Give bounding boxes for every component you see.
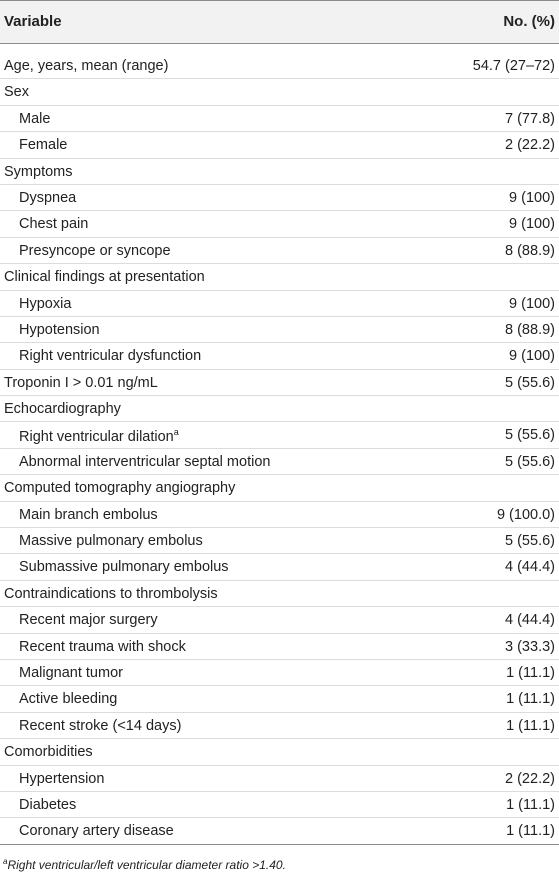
row-label bbox=[4, 269, 205, 285]
row-label-text: Main branch embolus bbox=[19, 506, 158, 523]
row-label-text: Massive pulmonary embolus bbox=[19, 533, 203, 550]
row-value: 1 (11.1) bbox=[506, 691, 555, 708]
row-label-text: Abnormal interventricular septal motion bbox=[19, 453, 271, 470]
table-body bbox=[0, 53, 559, 845]
row-label-text: Right ventricular dilation bbox=[19, 429, 174, 446]
row-value: 2 (22.2) bbox=[505, 770, 555, 787]
row-label-text: Computed tomography angiography bbox=[4, 480, 236, 497]
table-row bbox=[0, 422, 559, 448]
row-label bbox=[4, 480, 235, 496]
row-value: 9 (100.0) bbox=[496, 506, 555, 523]
table-row bbox=[0, 581, 559, 607]
row-label bbox=[19, 718, 181, 734]
table-row bbox=[0, 449, 559, 475]
table-row bbox=[0, 79, 559, 105]
row-label-text: Chest pain bbox=[19, 216, 89, 233]
footnote-marker: a bbox=[3, 857, 8, 866]
row-label bbox=[19, 612, 158, 628]
row-label-text: Coronary artery disease bbox=[19, 823, 174, 840]
row-label-text: Contraindications to thrombolysis bbox=[4, 585, 218, 602]
table-row bbox=[0, 185, 559, 211]
table-row bbox=[0, 502, 559, 528]
row-value: 9 (100) bbox=[509, 216, 555, 233]
row-value: 4 (44.4) bbox=[505, 612, 555, 629]
row-label-text: Malignant tumor bbox=[19, 664, 123, 681]
table-row bbox=[0, 818, 559, 844]
table-row bbox=[0, 159, 559, 185]
table-row bbox=[0, 554, 559, 580]
row-label bbox=[19, 243, 171, 259]
row-label-text: Recent major surgery bbox=[19, 612, 158, 629]
row-value: 1 (11.1) bbox=[506, 823, 555, 840]
table-row bbox=[0, 766, 559, 792]
row-label bbox=[19, 216, 88, 232]
row-label bbox=[19, 137, 67, 153]
row-label bbox=[19, 771, 104, 787]
row-label-text: Right ventricular dysfunction bbox=[19, 348, 202, 365]
row-value: 8 (88.9) bbox=[505, 321, 555, 338]
row-label bbox=[19, 639, 186, 655]
row-value: 9 (100) bbox=[509, 295, 555, 312]
row-label-text: Presyncope or syncope bbox=[19, 242, 171, 259]
table-row bbox=[0, 713, 559, 739]
row-label-text: Age, years, mean (range) bbox=[4, 58, 169, 74]
row-label bbox=[4, 586, 218, 602]
row-label-text: Recent trauma with shock bbox=[19, 638, 186, 655]
row-value: 1 (11.1) bbox=[506, 796, 555, 813]
table-header bbox=[0, 0, 559, 44]
row-value: 7 (77.8) bbox=[505, 110, 555, 127]
row-label-text: Female bbox=[19, 137, 68, 154]
row-value: 3 (33.3) bbox=[505, 638, 555, 655]
row-label-text: Troponin I > 0.01 ng/mL bbox=[4, 374, 158, 391]
table-row bbox=[0, 132, 559, 158]
footnote-ref: a bbox=[173, 427, 179, 438]
table-row bbox=[0, 53, 559, 79]
footnote-text: Right ventricular/left ventricular diameter ratio >1.40. bbox=[7, 858, 286, 872]
row-label bbox=[19, 296, 71, 312]
row-label bbox=[4, 84, 29, 100]
row-label bbox=[19, 797, 76, 813]
row-label bbox=[19, 507, 158, 523]
row-label bbox=[19, 427, 179, 445]
table-row bbox=[0, 317, 559, 343]
row-value: 2 (22.2) bbox=[505, 137, 555, 154]
table-row bbox=[0, 475, 559, 501]
footnote bbox=[3, 857, 286, 872]
row-label-text: Recent stroke (<14 days) bbox=[19, 717, 182, 734]
row-value: 8 (88.9) bbox=[505, 242, 555, 259]
row-label bbox=[19, 823, 174, 839]
row-value: 54.7 (27–72) bbox=[472, 58, 555, 74]
row-label bbox=[4, 401, 121, 417]
row-value: 1 (11.1) bbox=[506, 717, 555, 734]
row-label bbox=[4, 58, 168, 74]
row-label bbox=[19, 665, 123, 681]
row-label-text: Symptoms bbox=[4, 163, 73, 180]
table-row bbox=[0, 634, 559, 660]
row-label bbox=[19, 691, 117, 707]
row-label-text: Sex bbox=[4, 84, 29, 101]
table-row bbox=[0, 686, 559, 712]
row-label-text: Male bbox=[19, 110, 51, 127]
table-row bbox=[0, 739, 559, 765]
row-label-text: Clinical findings at presentation bbox=[4, 269, 205, 286]
row-label bbox=[4, 375, 158, 391]
row-label bbox=[19, 559, 229, 575]
row-label bbox=[19, 533, 203, 549]
row-value: 5 (55.6) bbox=[505, 427, 555, 444]
row-label bbox=[4, 744, 93, 760]
row-label bbox=[4, 164, 73, 180]
row-value: 9 (100) bbox=[509, 189, 555, 206]
table-row bbox=[0, 370, 559, 396]
row-value: 5 (55.6) bbox=[505, 453, 555, 470]
row-value: 9 (100) bbox=[509, 348, 555, 365]
row-value: 1 (11.1) bbox=[506, 664, 555, 681]
row-label bbox=[19, 348, 201, 364]
row-label-text: Active bleeding bbox=[19, 691, 118, 708]
row-label-text: Submassive pulmonary embolus bbox=[19, 559, 229, 576]
row-label-text: Hypertension bbox=[19, 770, 105, 787]
row-label bbox=[19, 322, 100, 338]
table-row bbox=[0, 396, 559, 422]
table-row bbox=[0, 238, 559, 264]
table-row bbox=[0, 792, 559, 818]
row-label-text: Comorbidities bbox=[4, 744, 93, 761]
table-row bbox=[0, 343, 559, 369]
table-row bbox=[0, 660, 559, 686]
row-label bbox=[19, 454, 270, 470]
row-value: 5 (55.6) bbox=[505, 374, 555, 391]
table-row bbox=[0, 528, 559, 554]
row-label-text: Dyspnea bbox=[19, 189, 77, 206]
header-variable: Variable bbox=[4, 13, 62, 30]
table-row bbox=[0, 106, 559, 132]
row-value: 5 (55.6) bbox=[505, 533, 555, 550]
row-label-text: Hypotension bbox=[19, 321, 100, 338]
row-label bbox=[19, 111, 50, 127]
table-row bbox=[0, 607, 559, 633]
table-row bbox=[0, 211, 559, 237]
row-label-text: Diabetes bbox=[19, 796, 77, 813]
header-value: No. (%) bbox=[503, 13, 555, 30]
row-value: 4 (44.4) bbox=[505, 559, 555, 576]
row-label-text: Echocardiography bbox=[4, 401, 121, 418]
table-row bbox=[0, 291, 559, 317]
table-row bbox=[0, 264, 559, 290]
row-label-text: Hypoxia bbox=[19, 295, 72, 312]
row-label bbox=[19, 190, 76, 206]
